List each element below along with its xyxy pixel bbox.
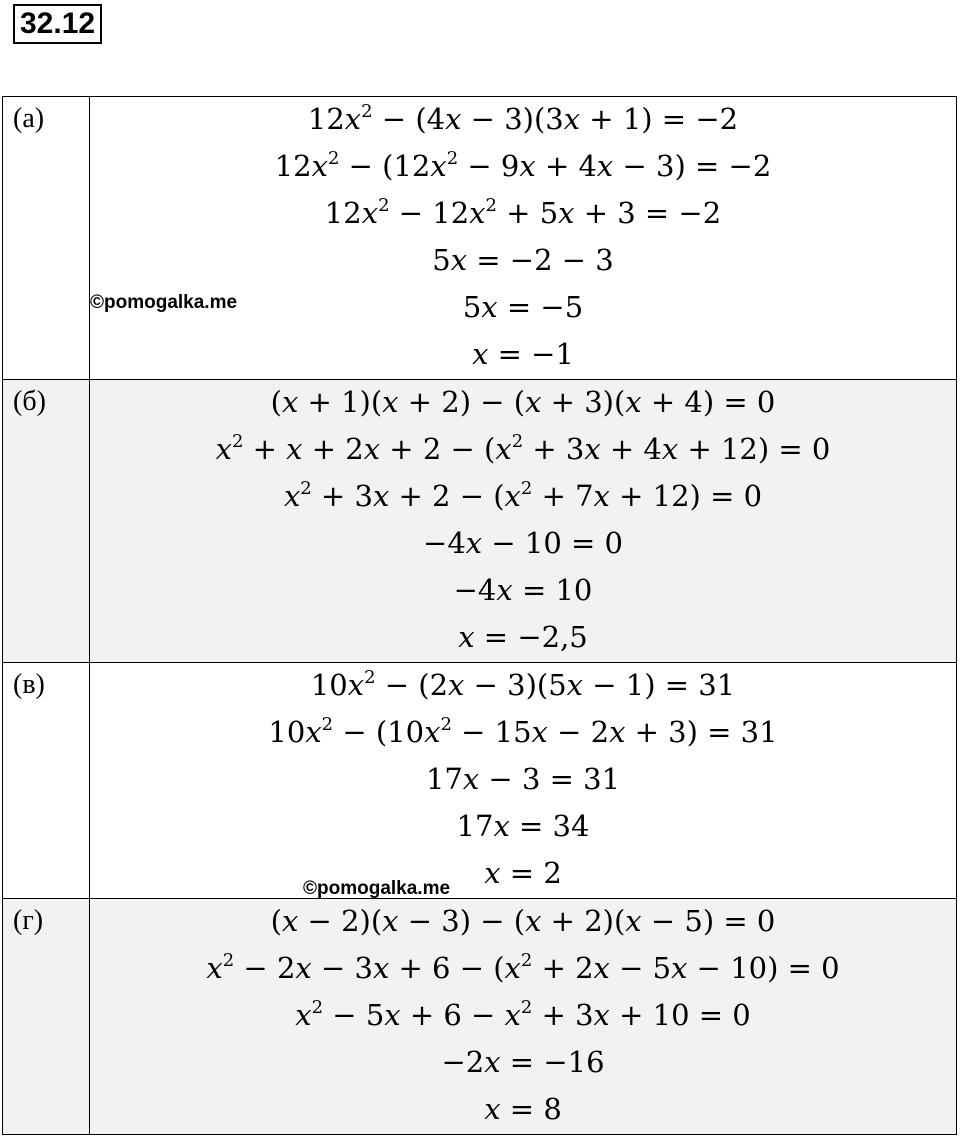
part-g-line-2: $x^2 - 2x - 3x + 6 - (x^2 + 2x - 5x - 10) = 0$: [206, 950, 840, 985]
part-a-work: [90, 97, 957, 380]
part-b-line-5: −4x = 10: [453, 573, 593, 607]
part-a-line-4: 5x = −2 − 3: [432, 243, 614, 277]
part-b-line-2: $x^2 + x + 2x + 2 - (x^2 + 3x + 4x + 12) = 0$: [215, 431, 831, 466]
part-v-line-2: $10x^2 - (10x^2 - 15x - 2x + 3) = 31$: [268, 714, 778, 749]
part-g-line-1: (x − 2)(x − 3) − (x + 2)(x − 5) = 0: [270, 904, 776, 938]
part-b-line-3: $x^2 + 3x + 2 - (x^2 + 7x + 12) = 0$: [283, 478, 763, 513]
part-b-line-6: x = −2,5: [458, 620, 588, 654]
part-a-line-1: $12x^2 - (4x - 3)(3x + 1) = -2$: [307, 101, 739, 136]
part-b-label: (б): [3, 380, 90, 663]
part-a-line-5: 5x = −5: [462, 290, 584, 324]
part-g-label: (г): [3, 899, 90, 1135]
part-a-line-3: $12x^2 - 12x^2 + 5x + 3 = -2$: [324, 195, 722, 230]
part-v-line-1: $10x^2 - (2x - 3)(5x - 1) = 31$: [310, 667, 736, 702]
part-b-line-1: (x + 1)(x + 2) − (x + 3)(x + 4) = 0: [270, 385, 776, 419]
part-a-line-6: x = −1: [472, 337, 574, 371]
part-g-work: [90, 899, 957, 1135]
watermark-middle: ©pomogalka.me: [303, 878, 451, 899]
part-v-row: [3, 663, 957, 899]
part-g-row: [3, 899, 957, 1135]
problem-number: 32.12: [13, 4, 102, 44]
part-g-line-4: −2x = −16: [441, 1045, 605, 1079]
part-a-row: [3, 97, 957, 380]
watermark-top: ©pomogalka.me: [90, 292, 238, 313]
part-a-line-2: $12x^2 - (12x^2 - 9x + 4x - 3) = -2$: [274, 148, 772, 183]
part-v-line-4: 17x = 34: [456, 809, 590, 843]
part-v-label: (в): [3, 663, 90, 899]
part-a-label: (а): [3, 97, 90, 380]
part-g-line-3: $x^2 - 5x + 6 - x^2 + 3x + 10 = 0$: [295, 997, 751, 1032]
part-b-line-4: −4x − 10 = 0: [423, 526, 623, 560]
solutions-table: [2, 96, 957, 1135]
part-v-work: [90, 663, 957, 899]
part-v-line-5: x = 2: [484, 856, 562, 890]
part-b-work: [90, 380, 957, 663]
part-v-line-3: 17x − 3 = 31: [425, 762, 621, 796]
part-g-line-5: x = 8: [484, 1092, 562, 1126]
part-b-row: [3, 380, 957, 663]
